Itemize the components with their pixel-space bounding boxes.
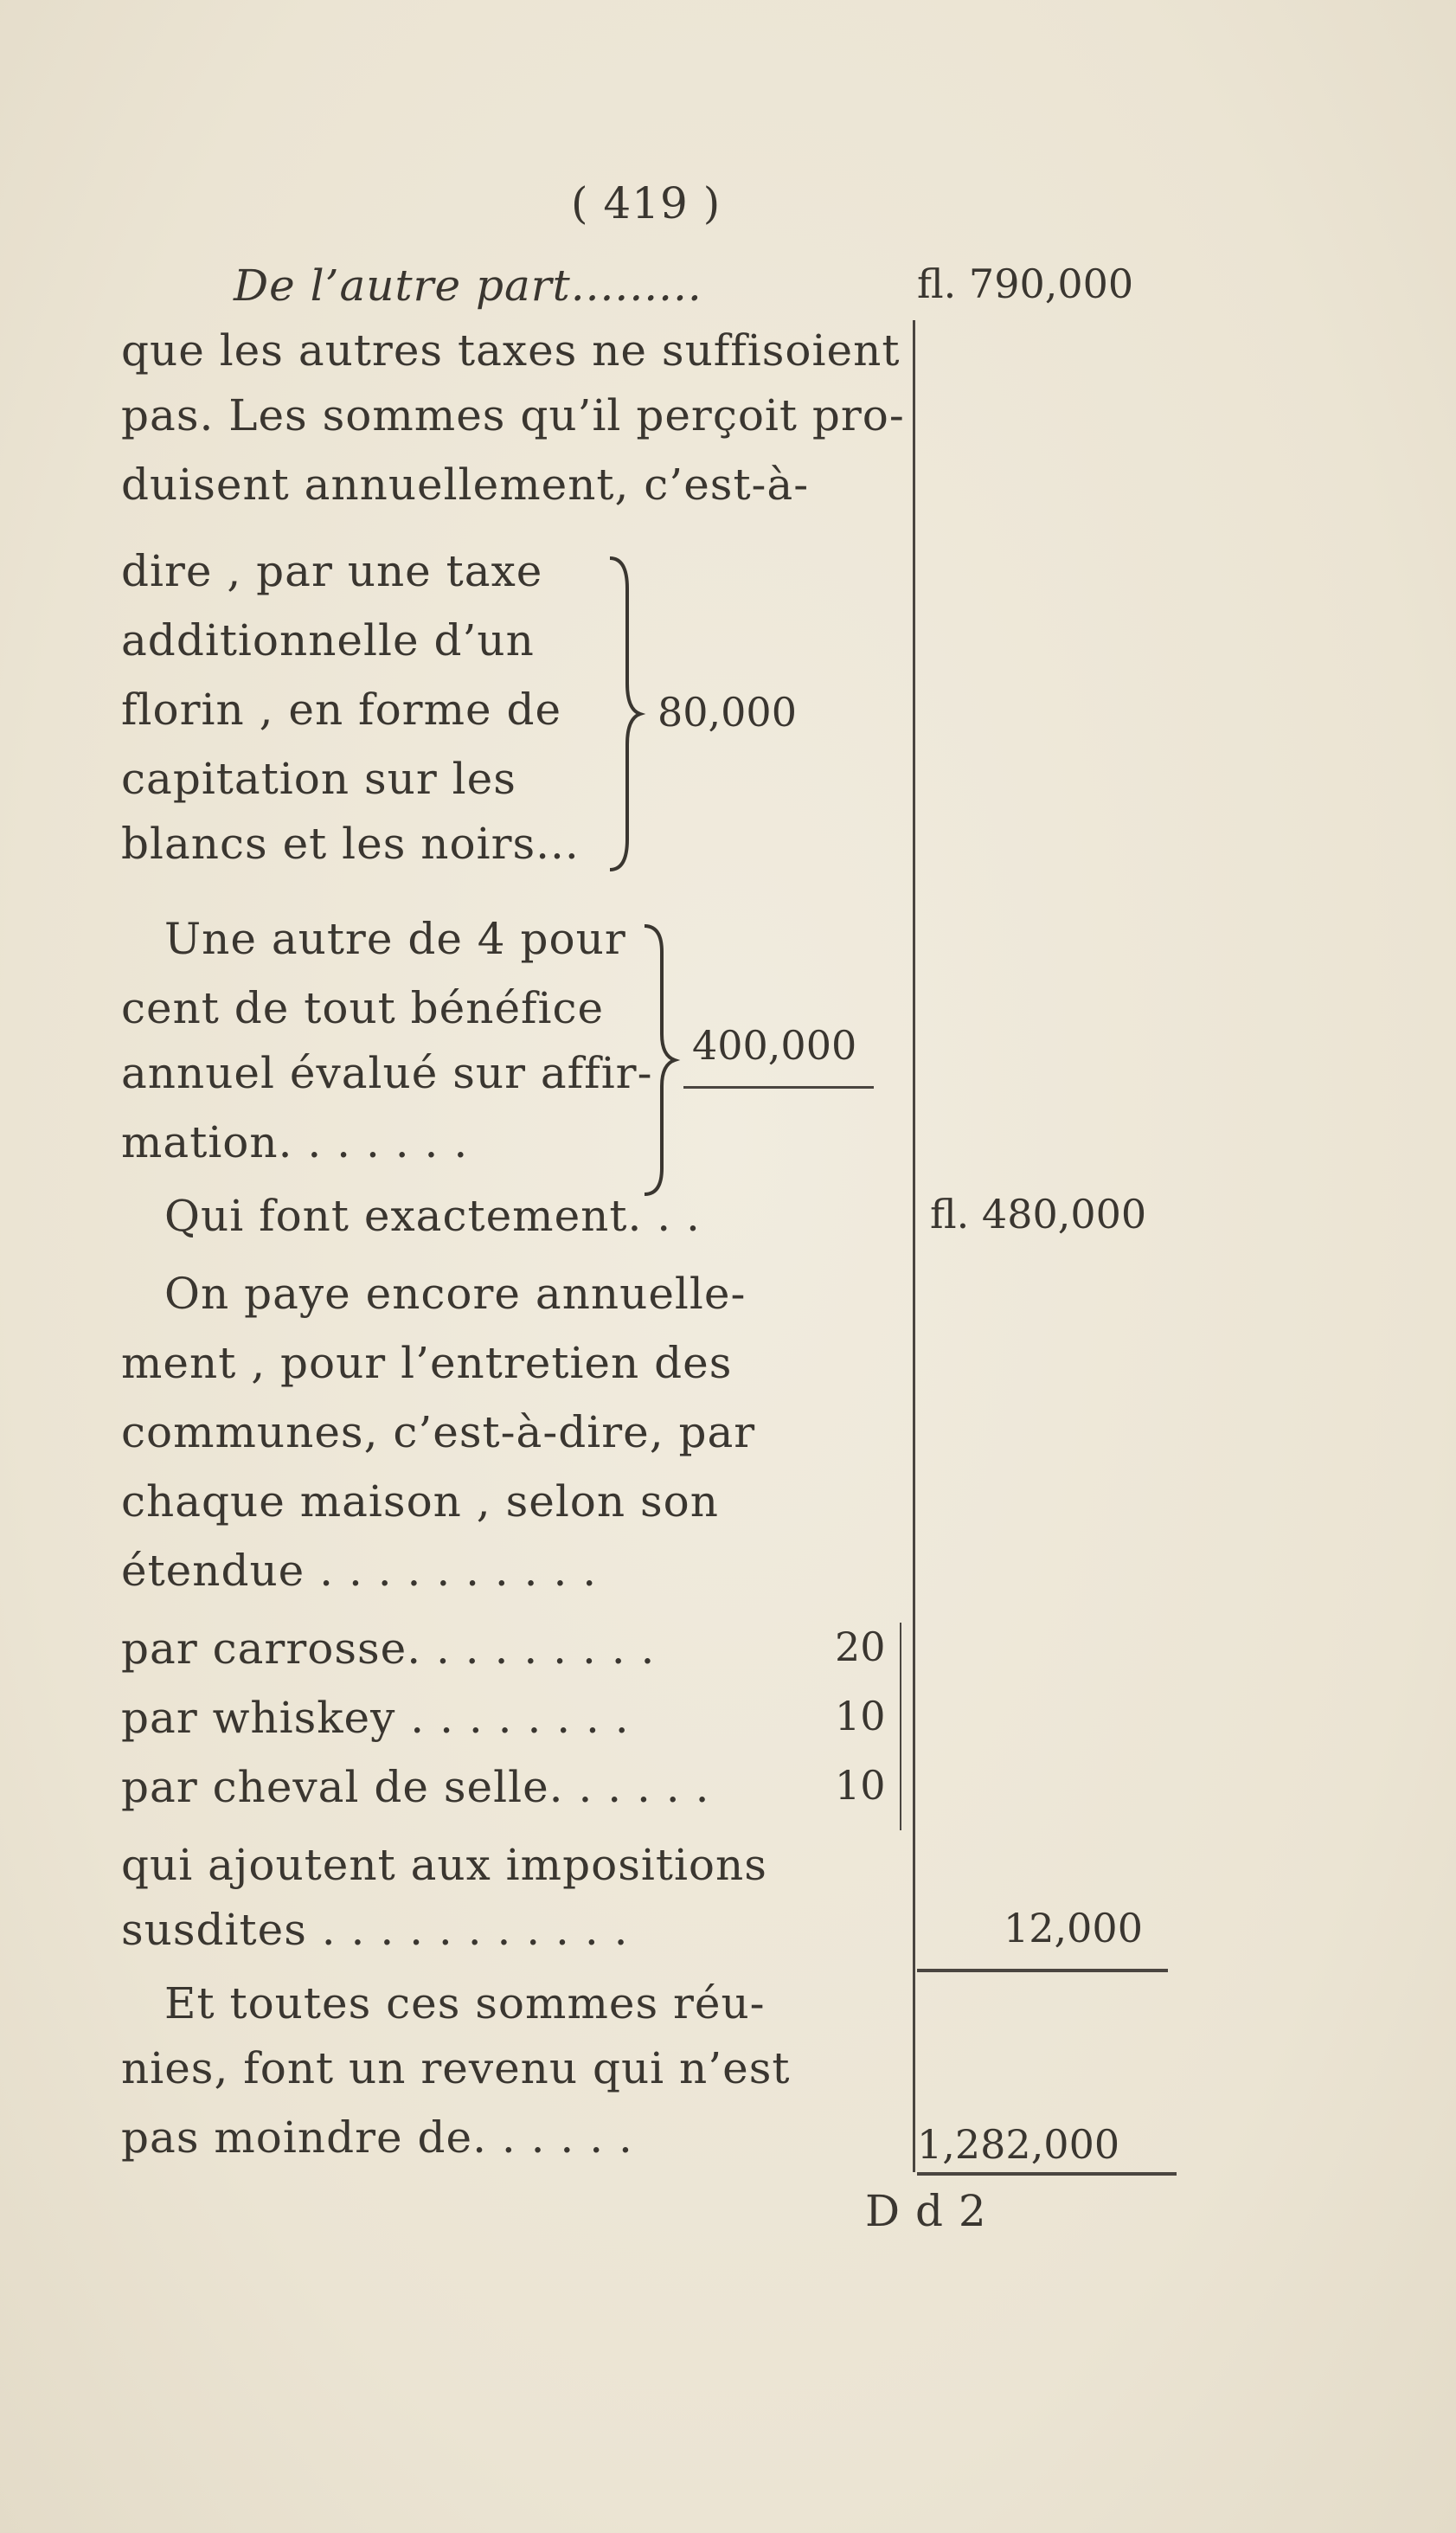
page-number: ( 419 ) bbox=[571, 178, 722, 228]
text-line: additionnelle d’un bbox=[121, 615, 535, 665]
text-line: mation. . . . . . . bbox=[121, 1117, 469, 1167]
text-line: Qui font exactement. . . bbox=[164, 1191, 701, 1241]
text-line: pas moindre de. . . . . . bbox=[121, 2112, 633, 2163]
text-line: nies, font un revenu qui n’est bbox=[121, 2043, 791, 2093]
text-line: Et toutes ces sommes réu- bbox=[164, 1978, 766, 2028]
text-line: susdites . . . . . . . . . . . bbox=[121, 1905, 629, 1955]
item-label: par whiskey . . . . . . . . bbox=[121, 1693, 630, 1743]
text-line: communes, c’est-à-dire, par bbox=[121, 1407, 756, 1457]
text-line: ment , pour l’entretien des bbox=[121, 1338, 733, 1388]
carry-forward-amount: fl. 790,000 bbox=[917, 260, 1134, 307]
item-label: par cheval de selle. . . . . . bbox=[121, 1762, 710, 1812]
right-brace-icon bbox=[606, 554, 649, 874]
text-line: Une autre de 4 pour bbox=[164, 914, 626, 964]
grand-total: 1,282,000 bbox=[917, 2121, 1120, 2168]
text-line: cent de tout bénéfice bbox=[121, 983, 605, 1033]
text-line: pas. Les sommes qu’il perçoit pro- bbox=[121, 390, 905, 440]
text-line: annuel évalué sur affir- bbox=[121, 1048, 653, 1098]
text-line: chaque maison , selon son bbox=[121, 1476, 719, 1527]
item-value: 10 bbox=[835, 1762, 886, 1809]
sum-rule bbox=[917, 1969, 1168, 1972]
item-value: 20 bbox=[835, 1623, 886, 1670]
text-line: capitation sur les bbox=[121, 754, 516, 804]
text-line: florin , en forme de bbox=[121, 685, 562, 735]
text-line: On paye encore annuelle- bbox=[164, 1269, 747, 1319]
total1-amount: fl. 480,000 bbox=[930, 1191, 1147, 1238]
text-line: blancs et les noirs... bbox=[121, 819, 580, 869]
group2-amount: 400,000 bbox=[692, 1022, 857, 1069]
para3-amount: 12,000 bbox=[1004, 1905, 1143, 1951]
item-rule bbox=[900, 1623, 901, 1830]
group1-amount: 80,000 bbox=[657, 689, 797, 736]
text-line: que les autres taxes ne suffisoient bbox=[121, 325, 901, 376]
column-rule bbox=[913, 320, 915, 2172]
text-line: dire , par une taxe bbox=[121, 546, 543, 596]
text-line: étendue . . . . . . . . . . bbox=[121, 1546, 598, 1596]
item-value: 10 bbox=[835, 1693, 886, 1739]
item-label: par carrosse. . . . . . . . . bbox=[121, 1623, 656, 1674]
text-line: qui ajoutent aux impositions bbox=[121, 1840, 767, 1890]
text-line: duisent annuellement, c’est-à- bbox=[121, 460, 810, 510]
carry-forward-label: De l’autre part......... bbox=[234, 260, 702, 311]
right-brace-icon bbox=[640, 922, 683, 1199]
total-rule bbox=[917, 2172, 1177, 2176]
sum-rule bbox=[683, 1086, 874, 1089]
signature-mark: D d 2 bbox=[865, 2186, 987, 2236]
